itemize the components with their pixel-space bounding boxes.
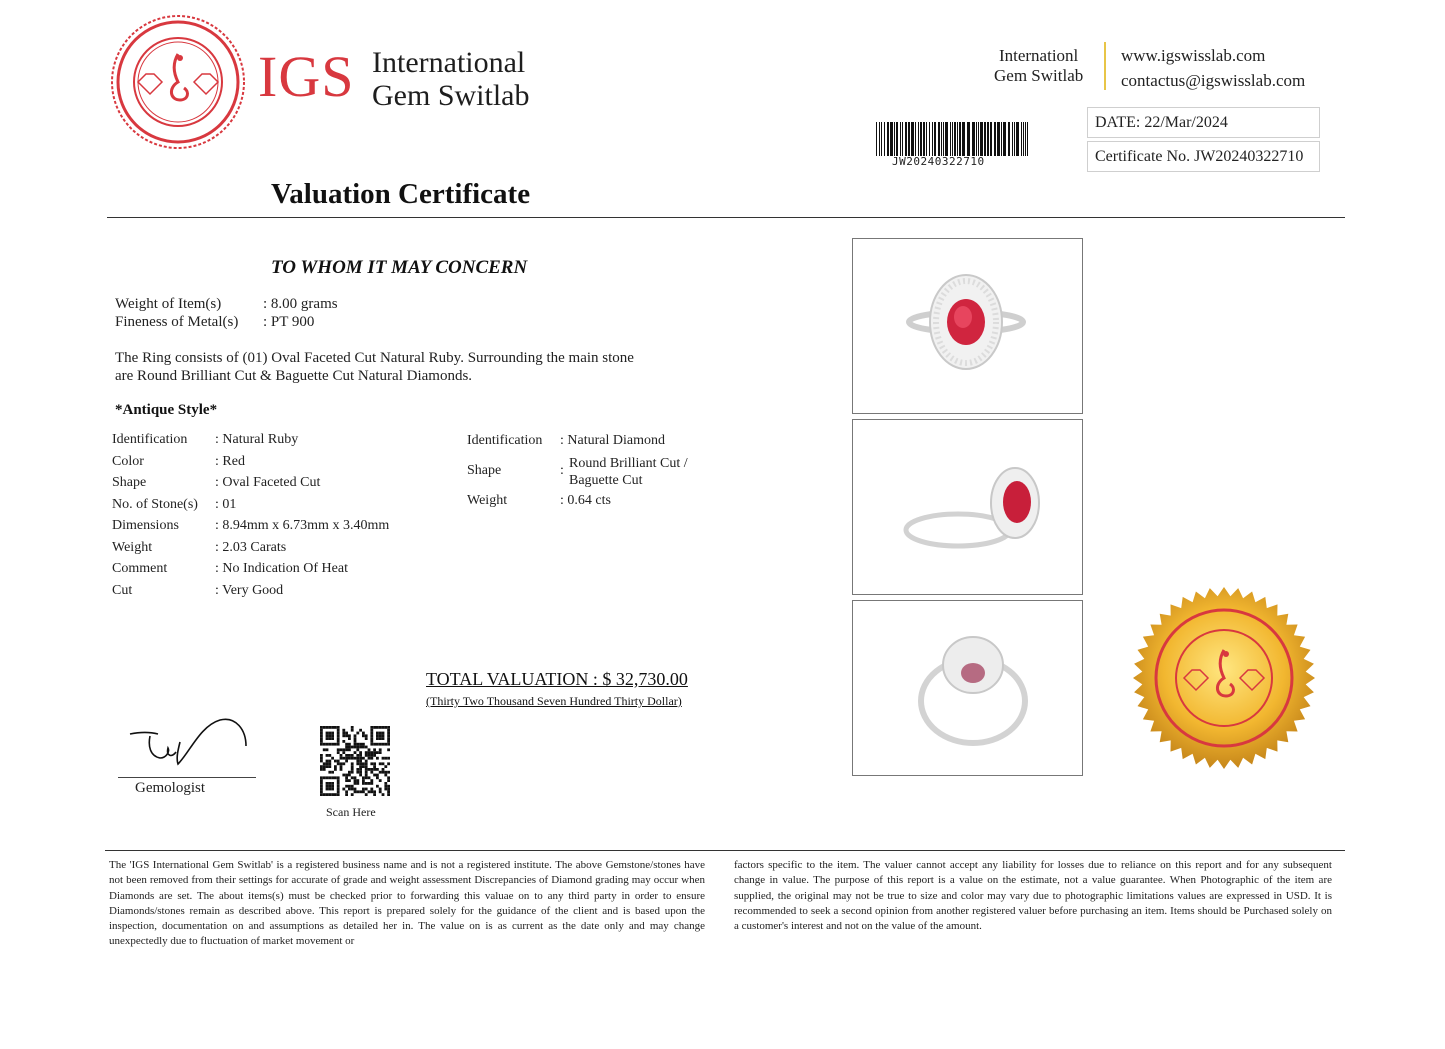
main-stone-table xyxy=(112,432,442,612)
header-divider xyxy=(107,217,1345,218)
ring-photo-front xyxy=(852,238,1083,414)
spec-label: Cut xyxy=(112,582,133,598)
ring-photo-side xyxy=(852,419,1083,595)
brand-name-line1: International xyxy=(372,46,526,79)
spec-value: : 2.03 Carats xyxy=(215,539,287,555)
contact-name-line2: Gem Switlab xyxy=(994,66,1084,85)
barcode-number: JW20240322710 xyxy=(892,155,985,168)
ring-side-image xyxy=(853,420,1082,594)
salutation: TO WHOM IT MAY CONCERN xyxy=(271,257,528,278)
spec-value: : Natural Diamond xyxy=(560,433,665,448)
spec-label: Dimensions xyxy=(112,518,179,533)
certificate-number-field: Certificate No. JW20240322710 xyxy=(1087,141,1320,172)
brand-name xyxy=(372,46,530,112)
item-description xyxy=(115,349,715,385)
spec-label: Shape xyxy=(467,463,502,478)
spec-value: : No Indication Of Heat xyxy=(215,561,348,576)
spec-value: : Very Good xyxy=(215,582,284,598)
item-weight-label: Weight of Item(s) xyxy=(115,296,222,312)
signature-line xyxy=(118,777,256,778)
spec-value: : Red xyxy=(215,453,245,469)
gold-certification-seal xyxy=(1132,586,1316,770)
side-stone-table xyxy=(467,433,727,523)
page-title: Valuation Certificate xyxy=(271,178,531,210)
date-field: DATE: 22/Mar/2024 xyxy=(1087,107,1320,138)
footer-divider xyxy=(105,850,1345,851)
total-valuation-words: (Thirty Two Thousand Seven Hundred Thirty Dollar) xyxy=(426,694,682,708)
ring-back-image xyxy=(853,601,1082,775)
qr-code[interactable] xyxy=(320,726,390,796)
ring-front-image xyxy=(853,239,1082,413)
shape-value-line2: Baguette Cut xyxy=(569,473,643,488)
shape-value-line1: Round Brilliant Cut / xyxy=(569,456,688,471)
spec-label: Color xyxy=(112,453,144,469)
email-link[interactable]: contactus@igswisslab.com xyxy=(1121,71,1306,90)
barcode xyxy=(876,122,1030,156)
spec-value: : 0.64 cts xyxy=(560,493,611,508)
spec-value: : 8.94mm x 6.73mm x 3.40mm xyxy=(215,518,390,533)
contact-links xyxy=(1121,43,1305,93)
brand-abbreviation: IGS xyxy=(258,44,355,109)
total-valuation: TOTAL VALUATION : $ 32,730.00 xyxy=(426,669,688,689)
spec-value: : 01 xyxy=(215,496,237,512)
disclaimer-right: factors specific to the item. The valuer cannot accept any liability for losses due to reliance on this report and for any subsequent change in value. The purpose of this report is a value on the estimate, not a value guarantee. When Photographic of the item are supplied, the original may not be true to size and color may vary due to photographic limitations values are expressed in USD. It is recommended to seek a second opinion from another registered valuer before purchasing an item. Items should be Purchased solely on a customer's interest and not on the value of the amount. xyxy=(734,859,1332,933)
gemologist-signature xyxy=(120,712,260,772)
style-label: *Antique Style* xyxy=(115,402,218,418)
spec-label: Weight xyxy=(112,539,153,555)
gemologist-label: Gemologist xyxy=(135,780,205,796)
disclaimer-left: The 'IGS International Gem Switlab' is a registered business name and is not a registered institute. The above Gemstone/stones have not been removed from their settings for accurate of grade and weight assessment Discrepancies of Diamond grading may occur when Diamonds are set. The about items(s) must be checked prior to forwarding this valuae on to any third party in order to ensure Diamonds/stones remain as described above. This report is prepared solely for the guidance of the client and is based upon the inspection, documentation on and assumptions as detailed her in. The value on is as current as the date only and may change unexpectedly due to fluctuation of market movement or xyxy=(109,859,705,948)
spec-label: Shape xyxy=(112,475,147,490)
item-weight-value: : 8.00 grams xyxy=(263,296,338,312)
metal-fineness-value: : PT 900 xyxy=(263,314,315,330)
side-stone-shape-value xyxy=(569,455,688,489)
scan-here-label: Scan Here xyxy=(326,805,376,819)
spec-label: No. of Stone(s) xyxy=(112,496,198,512)
description-line1: The Ring consists of (01) Oval Faceted Cut Natural Ruby. Surrounding the main stone xyxy=(115,350,634,366)
contact-divider xyxy=(1104,42,1106,90)
spec-label: Identification xyxy=(467,433,543,448)
spec-colon: : xyxy=(560,463,564,478)
spec-value: : Natural Ruby xyxy=(215,432,299,447)
ring-photo-back xyxy=(852,600,1083,776)
description-line2: are Round Brilliant Cut & Baguette Cut Natural Diamonds. xyxy=(115,368,473,384)
contact-name-line1: Internationl xyxy=(998,46,1079,65)
website-link[interactable]: www.igswisslab.com xyxy=(1121,46,1266,65)
spec-value: : Oval Faceted Cut xyxy=(215,475,321,490)
spec-label: Identification xyxy=(112,432,188,447)
contact-company xyxy=(994,46,1083,86)
brand-name-line2: Gem Switlab xyxy=(372,79,530,112)
igs-seal-logo xyxy=(108,14,248,150)
metal-fineness-label: Fineness of Metal(s) xyxy=(115,314,239,330)
spec-label: Comment xyxy=(112,561,168,576)
spec-label: Weight xyxy=(467,493,508,508)
